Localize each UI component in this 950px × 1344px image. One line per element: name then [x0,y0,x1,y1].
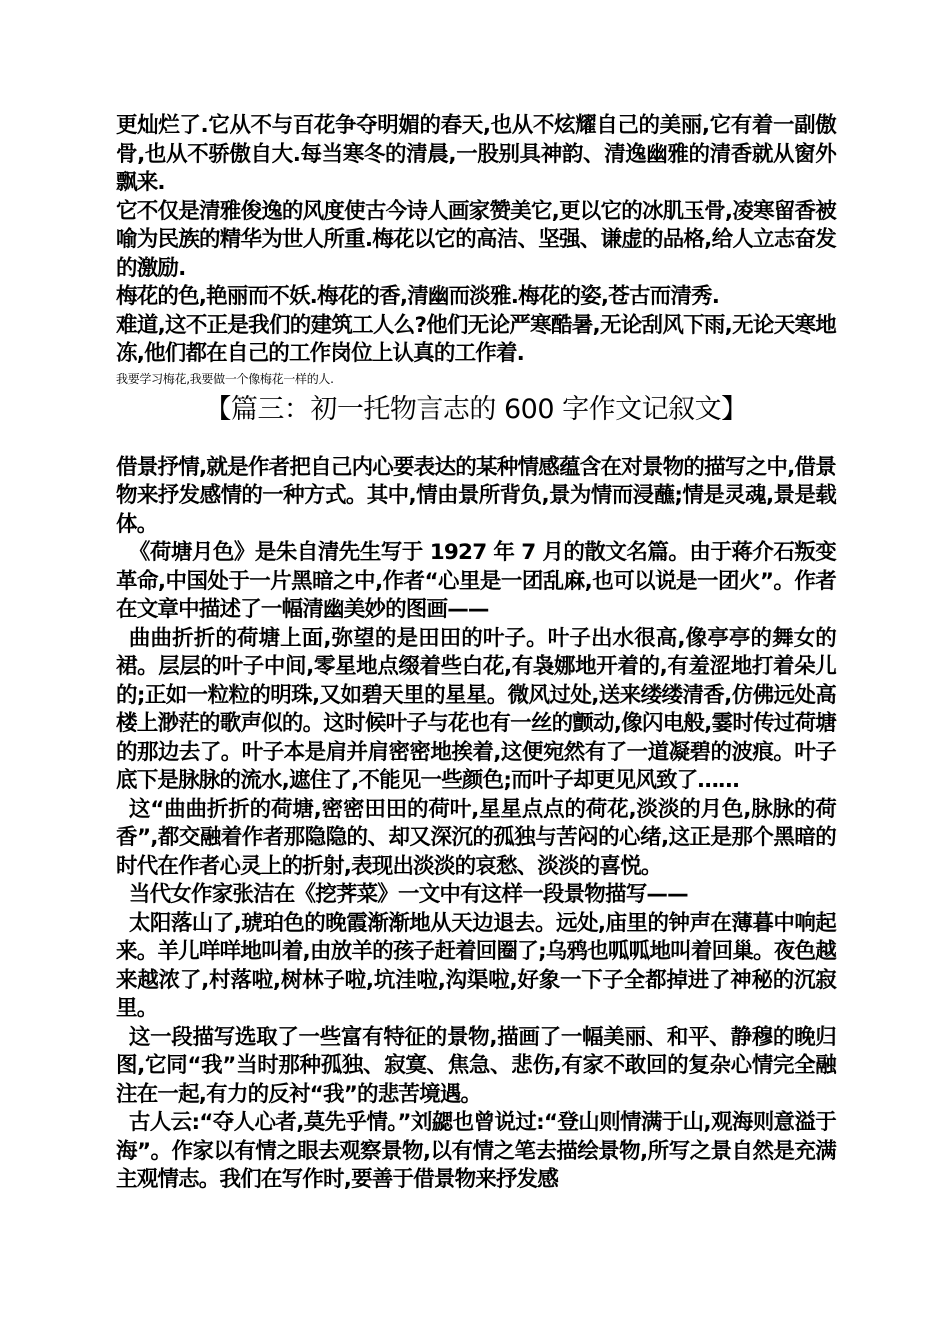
top-text-block [116,112,836,369]
paragraph: 太阳落山了,琥珀色的晚霞渐渐地从天边退去。远处,庙里的钟声在薄暮中响起来。羊儿咩咩地叫着,由放羊的孩子赶着回圈了;乌鸦也呱呱地叫着回巢。夜色越来越浓了,村落啦,树林子啦,坑洼啦,沟渠啦,好象一下子全都掉进了神秘的沉寂里。 [116,910,836,1021]
paragraph: 难道,这不正是我们的建筑工人么?他们无论严寒酷暑,无论刮风下雨,无论天寒地冻,他们都在自己的工作岗位上认真的工作着. [116,312,836,366]
paragraph: 借景抒情,就是作者把自己内心要表达的某种情感蕴含在对景物的描写之中,借景物来抒发感情的一种方式。其中,情由景所背负,景为情而浸蘸;情是灵魂,景是载体。 [116,454,836,537]
paragraph: 当代女作家张洁在《挖荠菜》一文中有这样一段景物描写—— [128,882,688,907]
paragraph: 曲曲折折的荷塘上面,弥望的是田田的叶子。叶子出水很高,像亭亭的舞女的裙。层层的叶子中间,零星地点缀着些白花,有袅娜地开着的,有羞涩地打着朵儿的;正如一粒粒的明珠,又如碧天里的星星。微风过处,送来缕缕清香,仿佛远处高楼上渺茫的歌声似的。这时候叶子与花也有一丝的颤动,像闪电般,霎时传过荷塘的那边去了。叶子本是肩并肩密密地挨着,这便宛然有了一道凝碧的波痕。叶子底下是脉脉的流水,遮住了,不能见一些颜色;而叶子却更见风致了…… [116,625,836,793]
closing-line: 我要学习梅花,我要做一个像梅花一样的人. [116,371,334,386]
section-title: 【篇三：初一托物言志的 600 字作文记叙文】 [204,393,748,425]
document-page [116,112,836,1195]
paragraph: 这“曲曲折折的荷塘,密密田田的荷叶,星星点点的荷花,淡淡的月色,脉脉的荷香”,都交融着作者那隐隐的、却又深沉的孤独与苦闷的心绪,这正是那个黑暗的时代在作者心灵上的折射,表现出淡淡的哀愁、淡淡的喜悦。 [116,796,836,879]
paragraph: 它不仅是清雅俊逸的风度使古今诗人画家赞美它,更以它的冰肌玉骨,凌寒留香被喻为民族的精华为世人所重.梅花以它的高洁、坚强、谦虚的品格,给人立志奋发的激励. [116,198,836,281]
paragraph: 这一段描写选取了一些富有特征的景物,描画了一幅美丽、和平、静穆的晚归图,它同“我”当时那种孤独、寂寞、焦急、悲伤,有家不敢回的复杂心情完全融注在一起,有力的反衬“我”的悲苦境遇。 [116,1024,836,1107]
paragraph: 古人云:“夺人心者,莫先乎情。”刘勰也曾说过:“登山则情满于山,观海则意溢于海”。作家以有情之眼去观察景物,以有情之笔去描绘景物,所写之景自然是充满主观情志。我们在写作时,要善于借景物来抒发感 [116,1110,836,1192]
paragraph: 梅花的色,艳丽而不妖.梅花的香,清幽而淡雅.梅花的姿,苍古而清秀. [116,284,720,309]
paragraph: 更灿烂了.它从不与百花争夺明媚的春天,也从不炫耀自己的美丽,它有着一副傲骨,也从不骄傲自大.每当寒冬的清晨,一股别具神韵、清逸幽雅的清香就从窗外飘来. [116,113,836,195]
paragraph: 《荷塘月色》是朱自清先生写于 1927 年 7 月的散文名篇。由于蒋介石叛变革命,中国处于一片黑暗之中,作者“心里是一团乱麻,也可以说是一团火”。作者在文章中描述了一幅清幽美妙的图画—— [116,540,836,622]
essay-body [116,454,836,1195]
